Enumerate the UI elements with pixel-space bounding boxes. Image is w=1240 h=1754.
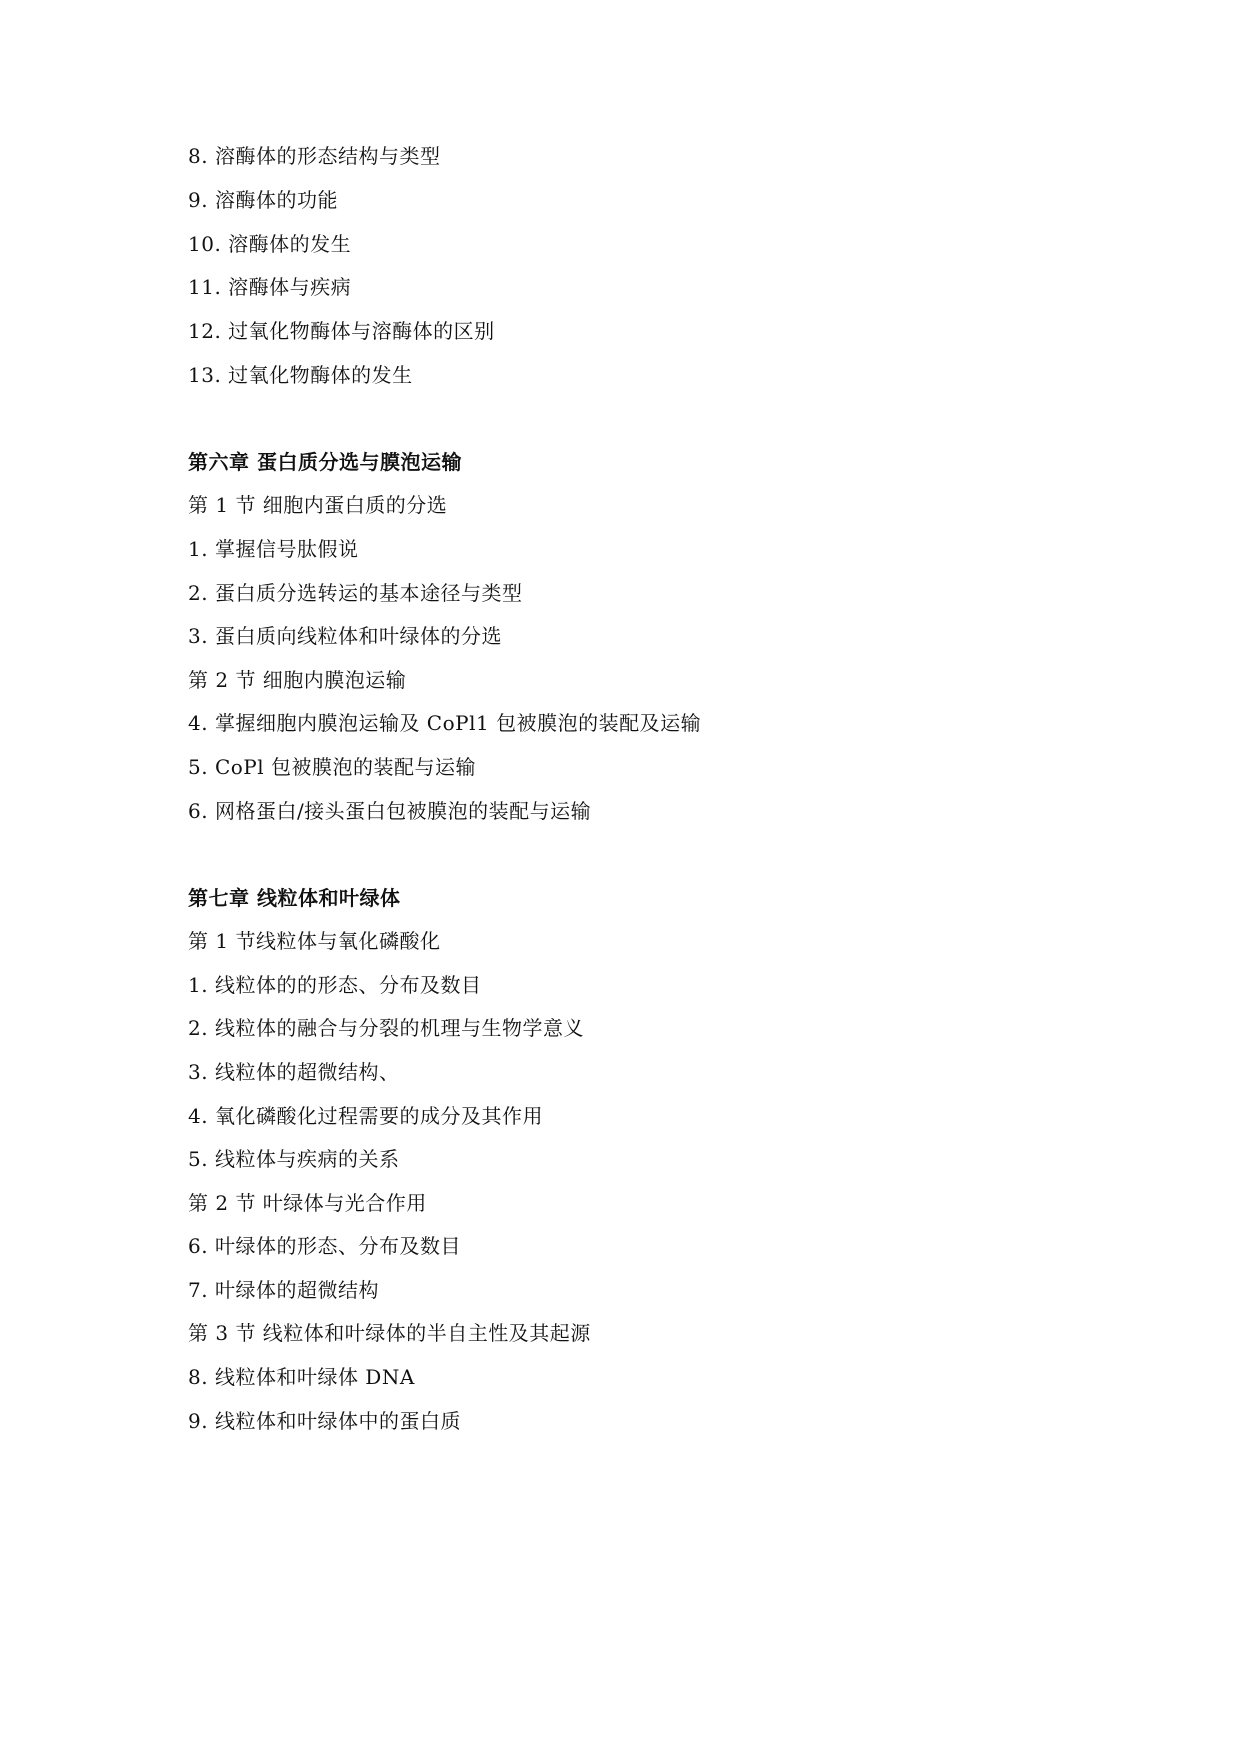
list-item: 5. CoPl 包被膜泡的装配与运输 [188, 755, 476, 779]
chapter-heading: 第六章 蛋白质分选与膜泡运输 [188, 450, 462, 474]
list-item: 2. 线粒体的融合与分裂的机理与生物学意义 [188, 1016, 584, 1040]
list-item: 13. 过氧化物酶体的发生 [188, 363, 413, 387]
list-item: 7. 叶绿体的超微结构 [188, 1278, 379, 1302]
list-item: 5. 线粒体与疾病的关系 [188, 1147, 400, 1171]
section-heading: 第 2 节 细胞内膜泡运输 [188, 668, 407, 692]
list-item: 3. 蛋白质向线粒体和叶绿体的分选 [188, 624, 502, 648]
list-item: 2. 蛋白质分选转运的基本途径与类型 [188, 581, 523, 605]
list-item: 9. 溶酶体的功能 [188, 188, 338, 212]
list-item: 10. 溶酶体的发生 [188, 232, 352, 256]
list-item: 1. 掌握信号肽假说 [188, 537, 359, 561]
section-heading: 第 1 节 细胞内蛋白质的分选 [188, 493, 448, 517]
list-item: 8. 线粒体和叶绿体 DNA [188, 1365, 415, 1389]
list-item: 6. 网格蛋白/接头蛋白包被膜泡的装配与运输 [188, 799, 592, 823]
section-heading: 第 3 节 线粒体和叶绿体的半自主性及其起源 [188, 1321, 591, 1345]
section-heading: 第 2 节 叶绿体与光合作用 [188, 1191, 427, 1215]
list-item: 6. 叶绿体的形态、分布及数目 [188, 1234, 461, 1258]
list-item: 4. 掌握细胞内膜泡运输及 CoPl1 包被膜泡的装配及运输 [188, 711, 702, 735]
list-item: 3. 线粒体的超微结构、 [188, 1060, 400, 1084]
list-item: 4. 氧化磷酸化过程需要的成分及其作用 [188, 1104, 543, 1128]
chapter-heading: 第七章 线粒体和叶绿体 [188, 886, 401, 910]
list-item: 8. 溶酶体的形态结构与类型 [188, 144, 441, 168]
list-item: 9. 线粒体和叶绿体中的蛋白质 [188, 1409, 461, 1433]
list-item: 12. 过氧化物酶体与溶酶体的区别 [188, 319, 495, 343]
list-item: 1. 线粒体的的形态、分布及数目 [188, 973, 482, 997]
list-item: 11. 溶酶体与疾病 [188, 275, 352, 299]
section-heading: 第 1 节线粒体与氧化磷酸化 [188, 929, 441, 953]
